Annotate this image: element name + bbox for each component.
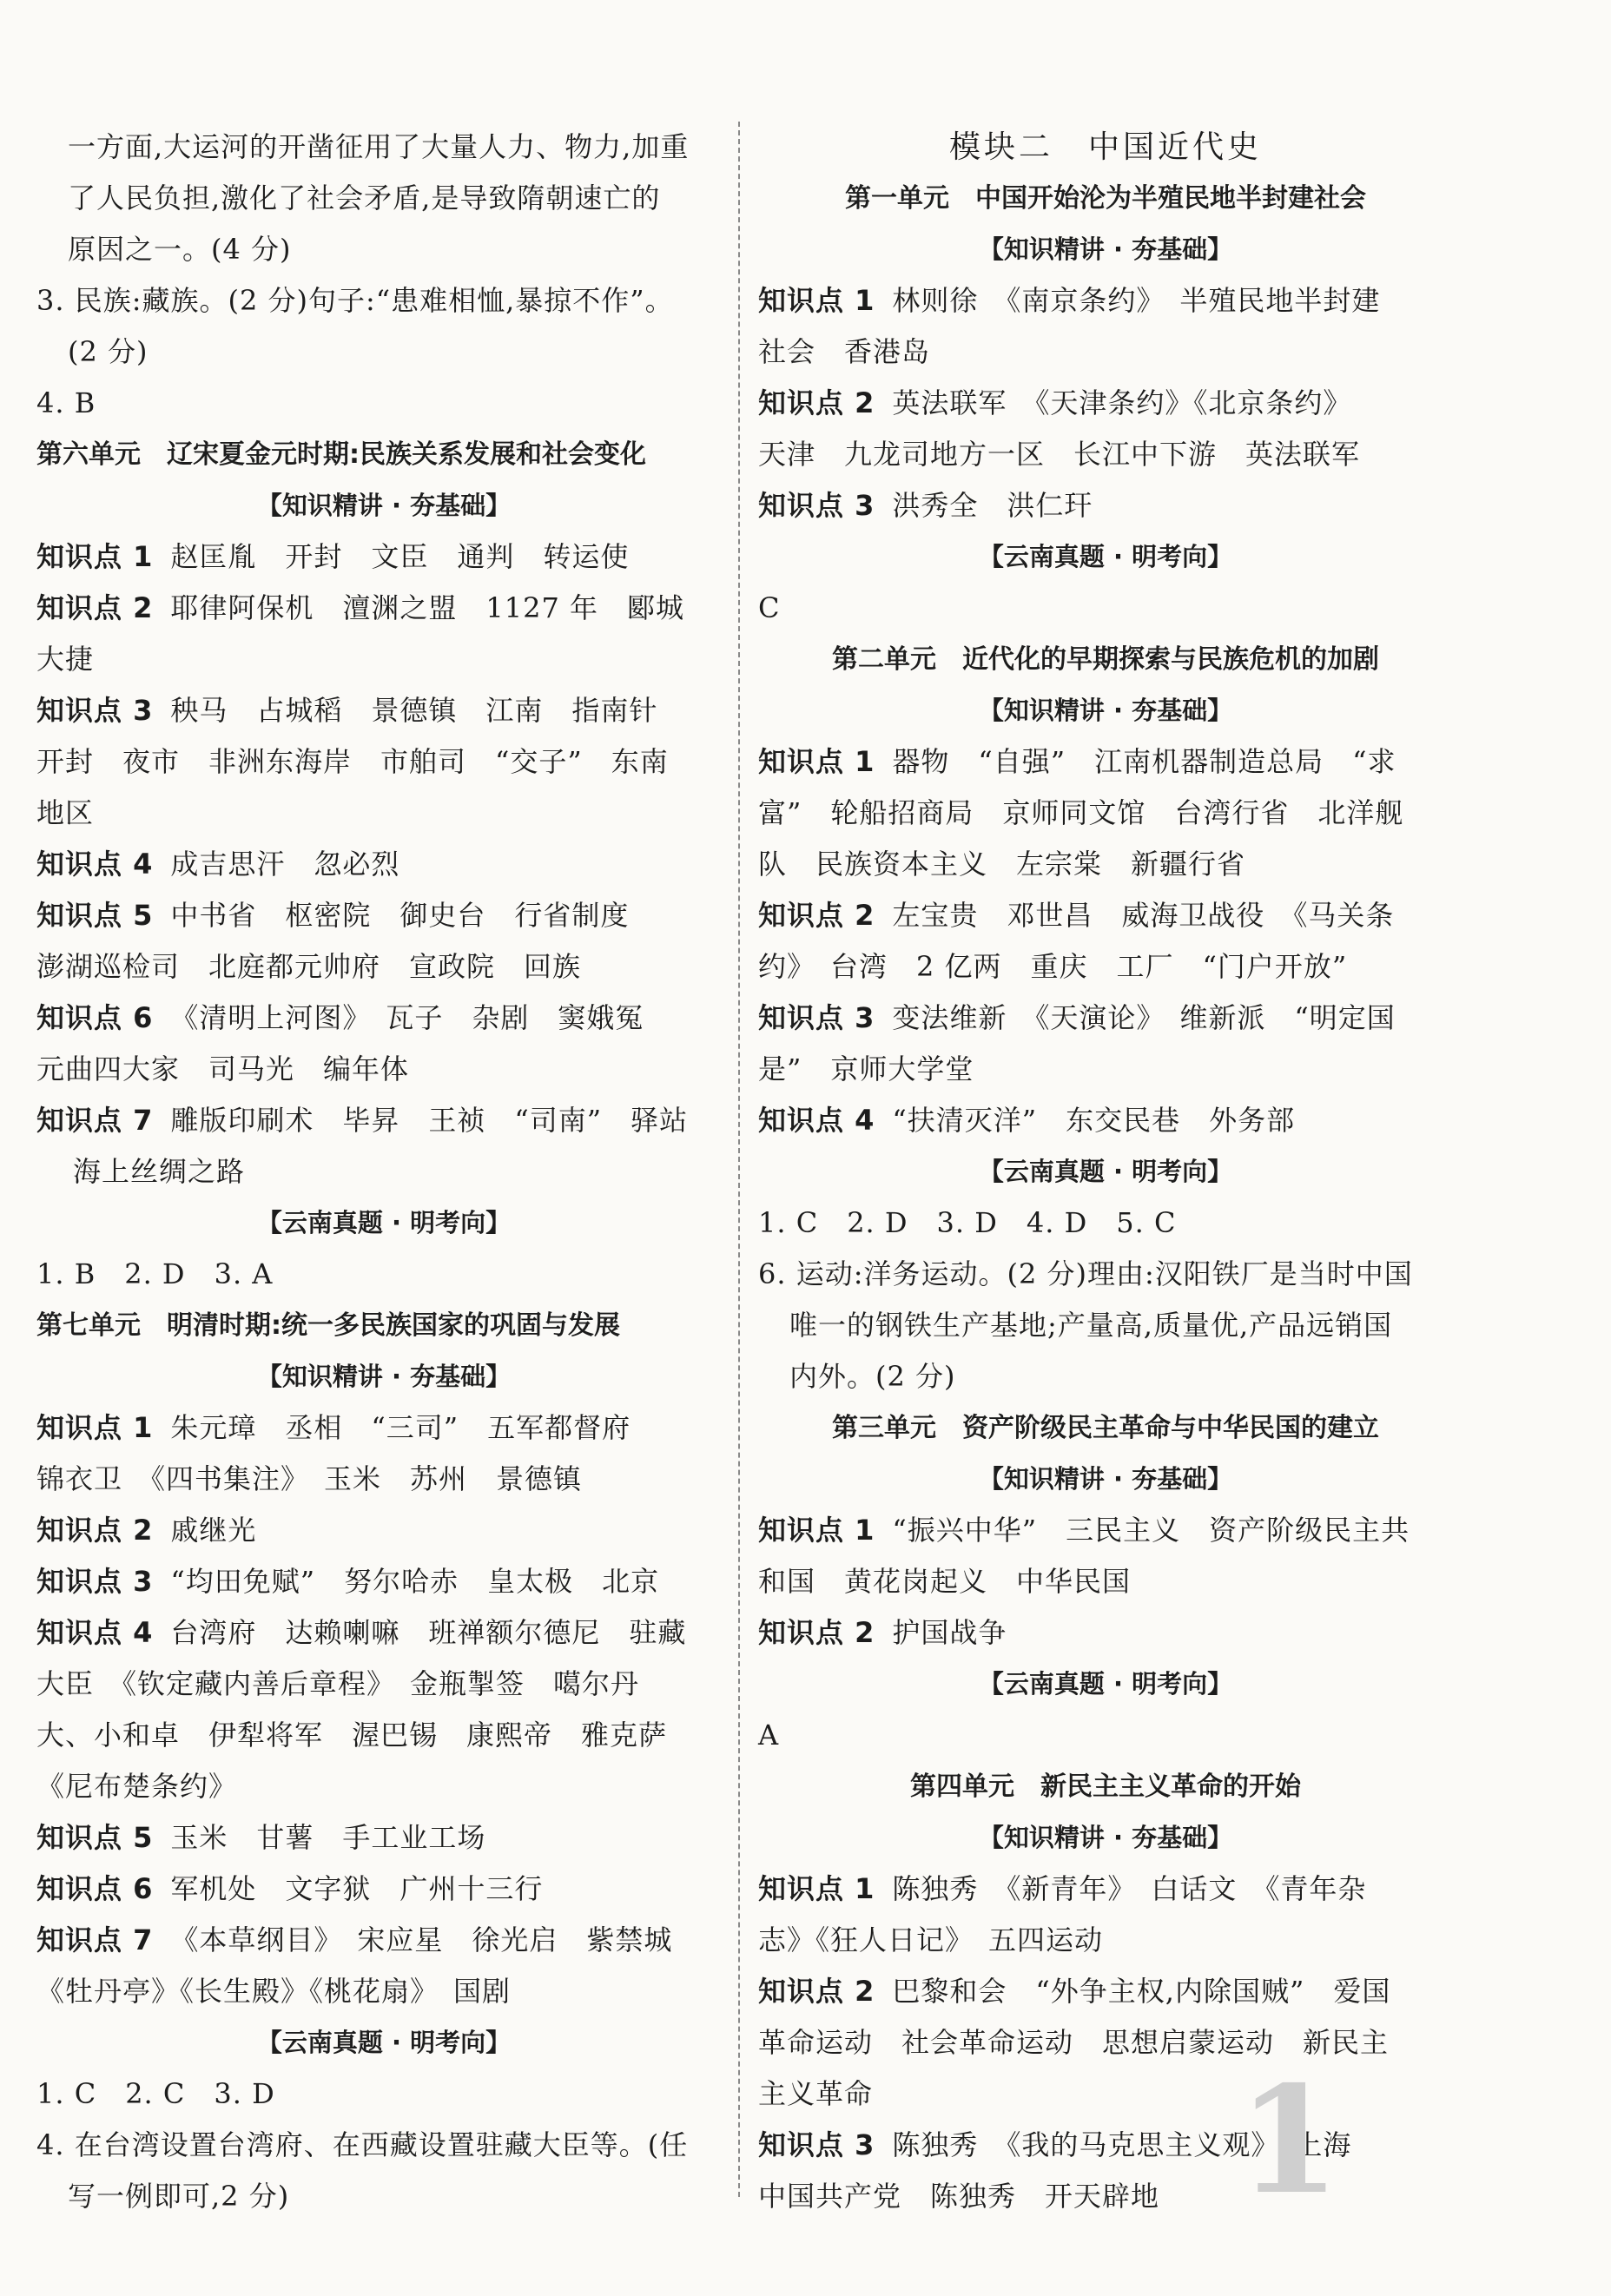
kp-label: 知识点 2 (758, 386, 875, 419)
kp-label: 知识点 1 (758, 1514, 875, 1547)
unit-6-title: 第六单元 辽宋夏金元时期:民族关系发展和社会变化 (36, 439, 646, 470)
kp-label: 知识点 3 (36, 694, 154, 727)
kp-items: 洪秀全 洪仁玕 (892, 489, 1093, 522)
knowledge-point-3 (758, 480, 1453, 531)
unit-3-title: 第三单元 资产阶级民主革命与中华民国的建立 (832, 1413, 1379, 1443)
kp-items: 陈独秀 《我的马克思主义观》 上海 (892, 2128, 1352, 2161)
section-header: 【知识精讲 · 夯基础】 (978, 1823, 1233, 1852)
kp-label: 知识点 1 (36, 540, 154, 573)
knowledge-point-4 (36, 1607, 731, 1659)
kp-items: “扶清灭洋” 东交民巷 外务部 (892, 1104, 1296, 1137)
kp-items: 陈独秀 《新青年》 白话文 《青年杂 (892, 1872, 1367, 1905)
knowledge-point-1 (758, 275, 1453, 327)
text-line: (2 分) (68, 335, 149, 368)
knowledge-point-3 (36, 685, 731, 736)
kp-label: 知识点 7 (36, 1104, 154, 1137)
kp-continuation: 大、小和卓 伊犁将军 渥巴锡 康熙帝 雅克萨 (36, 1719, 668, 1752)
kp-items: 玉米 甘薯 手工业工场 (170, 1821, 486, 1854)
right-column (758, 122, 1453, 2227)
kp-label: 知识点 1 (36, 1411, 154, 1444)
kp-items: 变法维新 《天演论》 维新派 “明定国 (892, 1001, 1396, 1034)
knowledge-point-1 (36, 1402, 731, 1454)
kp-label: 知识点 3 (758, 2128, 875, 2161)
knowledge-point-7 (36, 1095, 731, 1146)
kp-continuation: 中国共产党 陈独秀 开天辟地 (758, 2180, 1160, 2213)
kp-items: 《本草纲目》 宋应星 徐光启 紫禁城 (170, 1923, 673, 1956)
text-line: 一方面,大运河的开凿征用了大量人力、物力,加重 (68, 130, 690, 163)
knowledge-point-3 (36, 1556, 731, 1607)
kp-label: 知识点 4 (36, 1616, 154, 1649)
kp-label: 知识点 1 (758, 1872, 875, 1905)
kp-continuation: 锦衣卫 《四书集注》 玉米 苏州 景德镇 (36, 1462, 583, 1495)
kp-items: 英法联军 《天津条约》《北京条约》 (892, 386, 1352, 419)
knowledge-point-2 (758, 378, 1453, 429)
kp-continuation: 开封 夜市 非洲东海岸 市舶司 “交子” 东南 (36, 745, 669, 778)
kp-label: 知识点 7 (36, 1923, 154, 1956)
kp-continuation: 澎湖巡检司 北庭都元帅府 宣政院 回族 (36, 950, 582, 983)
kp-continuation: 社会 香港岛 (758, 335, 931, 368)
knowledge-point-2 (758, 1607, 1453, 1659)
kp-items: 戚继光 (170, 1514, 257, 1547)
section-header: 【云南真题 · 明考向】 (978, 1157, 1233, 1186)
knowledge-point-2 (758, 1966, 1453, 2017)
answer-row: 1. C 2. D 3. D 4. D 5. C (758, 1206, 1177, 1239)
unit-2-title: 第二单元 近代化的早期探索与民族危机的加剧 (832, 644, 1379, 675)
kp-items: 成吉思汗 忽必烈 (170, 848, 400, 881)
knowledge-point-7 (36, 1915, 731, 1966)
kp-continuation: 大捷 (36, 643, 95, 676)
kp-continuation: 《尼布楚条约》 (36, 1770, 238, 1803)
answer-q4: 4. B (36, 386, 96, 419)
answer-q3: 3. 民族:藏族。(2 分)句子:“患难相恤,暴掠不作”。 (36, 284, 674, 317)
kp-label: 知识点 3 (36, 1565, 154, 1598)
kp-label: 知识点 2 (758, 899, 875, 932)
section-header: 【知识精讲 · 夯基础】 (256, 1362, 512, 1391)
section-header: 【云南真题 · 明考向】 (256, 1208, 512, 1237)
section-header: 【云南真题 · 明考向】 (978, 1669, 1233, 1699)
kp-items: 耶律阿保机 澶渊之盟 1127 年 郾城 (170, 591, 685, 624)
kp-label: 知识点 5 (36, 1821, 154, 1854)
kp-items: 左宝贵 邓世昌 威海卫战役 《马关条 (892, 899, 1395, 932)
knowledge-point-1 (758, 736, 1453, 788)
kp-label: 知识点 2 (758, 1975, 875, 2008)
answer-row: C (758, 591, 781, 624)
kp-items: 军机处 文字狱 广州十三行 (170, 1872, 544, 1905)
knowledge-point-2 (36, 583, 731, 634)
knowledge-point-6 (36, 993, 731, 1044)
text-line: 了人民负担,激化了社会矛盾,是导致隋朝速亡的 (68, 181, 661, 214)
kp-continuation: 志》《狂人日记》 五四运动 (758, 1923, 1104, 1956)
kp-continuation: 海上丝绸之路 (73, 1155, 246, 1188)
unit-1-title: 第一单元 中国开始沦为半殖民地半封建社会 (845, 183, 1366, 214)
kp-items: “均田免赋” 努尔哈赤 皇太极 北京 (170, 1565, 660, 1598)
kp-label: 知识点 1 (758, 284, 875, 317)
knowledge-point-1 (36, 531, 731, 583)
knowledge-point-3 (758, 2120, 1453, 2171)
unit-4-title: 第四单元 新民主主义革命的开始 (910, 1771, 1301, 1802)
kp-items: 朱元璋 丞相 “三司” 五军都督府 (170, 1411, 631, 1444)
kp-continuation: 富” 轮船招商局 京师同文馆 台湾行省 北洋舰 (758, 796, 1404, 829)
knowledge-point-4 (758, 1095, 1453, 1146)
knowledge-point-6 (36, 1864, 731, 1915)
kp-items: 中书省 枢密院 御史台 行省制度 (170, 899, 630, 932)
kp-label: 知识点 2 (36, 591, 154, 624)
kp-items: 林则徐 《南京条约》 半殖民地半封建 (892, 284, 1381, 317)
kp-continuation: 是” 京师大学堂 (758, 1052, 974, 1085)
kp-label: 知识点 5 (36, 899, 154, 932)
kp-continuation: 地区 (36, 796, 95, 829)
answer-row: 1. B 2. D 3. A (36, 1257, 274, 1290)
kp-items: 《清明上河图》 瓦子 杂剧 窦娥冤 (170, 1001, 644, 1034)
kp-continuation: 元曲四大家 司马光 编年体 (36, 1052, 410, 1085)
kp-continuation: 《牡丹亭》《长生殿》《桃花扇》 国剧 (36, 1975, 512, 2008)
section-header: 【云南真题 · 明考向】 (978, 542, 1233, 571)
kp-items: 赵匡胤 开封 文臣 通判 转运使 (170, 540, 630, 573)
kp-items: 雕版印刷术 毕昇 王祯 “司南” 驿站 (170, 1104, 689, 1137)
answer-q6: 6. 运动:洋务运动。(2 分)理由:汉阳铁厂是当时中国 (758, 1257, 1413, 1290)
section-header: 【知识精讲 · 夯基础】 (978, 696, 1233, 725)
kp-items: “振兴中华” 三民主义 资产阶级民主共 (892, 1514, 1410, 1547)
knowledge-point-3 (758, 993, 1453, 1044)
knowledge-point-1 (758, 1505, 1453, 1556)
kp-items: 台湾府 达赖喇嘛 班禅额尔德尼 驻藏 (170, 1616, 687, 1649)
kp-label: 知识点 4 (758, 1104, 875, 1137)
kp-label: 知识点 6 (36, 1001, 154, 1034)
knowledge-point-2 (36, 1505, 731, 1556)
answer-q4: 4. 在台湾设置台湾府、在西藏设置驻藏大臣等。(任 (36, 2128, 689, 2161)
kp-continuation: 队 民族资本主义 左宗棠 新疆行省 (758, 848, 1246, 881)
answer-row: 1. C 2. C 3. D (36, 2077, 275, 2110)
knowledge-point-4 (36, 839, 731, 890)
kp-label: 知识点 6 (36, 1872, 154, 1905)
kp-continuation: 和国 黄花岗起义 中华民国 (758, 1565, 1132, 1598)
kp-label: 知识点 2 (758, 1616, 875, 1649)
section-header: 【知识精讲 · 夯基础】 (978, 1464, 1233, 1494)
knowledge-point-5 (36, 890, 731, 941)
kp-items: 秧马 占城稻 景德镇 江南 指南针 (170, 694, 658, 727)
module-title: 模块二 中国近代史 (948, 129, 1262, 165)
kp-continuation: 主义革命 (758, 2077, 874, 2110)
kp-continuation: 天津 九龙司地方一区 长江中下游 英法联军 (758, 438, 1361, 471)
kp-label: 知识点 2 (36, 1514, 154, 1547)
section-header: 【云南真题 · 明考向】 (256, 2028, 512, 2057)
answer-row: A (758, 1719, 780, 1752)
kp-continuation: 约》 台湾 2 亿两 重庆 工厂 “门户开放” (758, 950, 1348, 983)
kp-label: 知识点 1 (758, 745, 875, 778)
section-header: 【知识精讲 · 夯基础】 (256, 491, 512, 520)
text-line: 内外。(2 分) (789, 1360, 956, 1393)
knowledge-point-2 (758, 890, 1453, 941)
knowledge-point-5 (36, 1812, 731, 1864)
kp-label: 知识点 3 (758, 1001, 875, 1034)
kp-continuation: 革命运动 社会革命运动 思想启蒙运动 新民主 (758, 2026, 1390, 2059)
kp-label: 知识点 4 (36, 848, 154, 881)
kp-items: 器物 “自强” 江南机器制造总局 “求 (892, 745, 1396, 778)
left-column (36, 122, 731, 2222)
text-line: 原因之一。(4 分) (68, 233, 292, 266)
kp-items: 护国战争 (892, 1616, 1007, 1649)
column-divider (738, 122, 740, 2197)
kp-label: 知识点 3 (758, 489, 875, 522)
page-number: 1 (1238, 2054, 1341, 2227)
knowledge-point-1 (758, 1864, 1453, 1915)
section-header: 【知识精讲 · 夯基础】 (978, 234, 1233, 264)
text-line: 唯一的钢铁生产基地;产量高,质量优,产品远销国 (789, 1309, 1393, 1342)
text-line: 写一例即可,2 分) (68, 2180, 290, 2213)
kp-continuation: 大臣 《钦定藏内善后章程》 金瓶掣签 噶尔丹 (36, 1667, 640, 1700)
kp-items: 巴黎和会 “外争主权,内除国贼” 爱国 (892, 1975, 1391, 2008)
unit-7-title: 第七单元 明清时期:统一多民族国家的巩固与发展 (36, 1310, 620, 1341)
